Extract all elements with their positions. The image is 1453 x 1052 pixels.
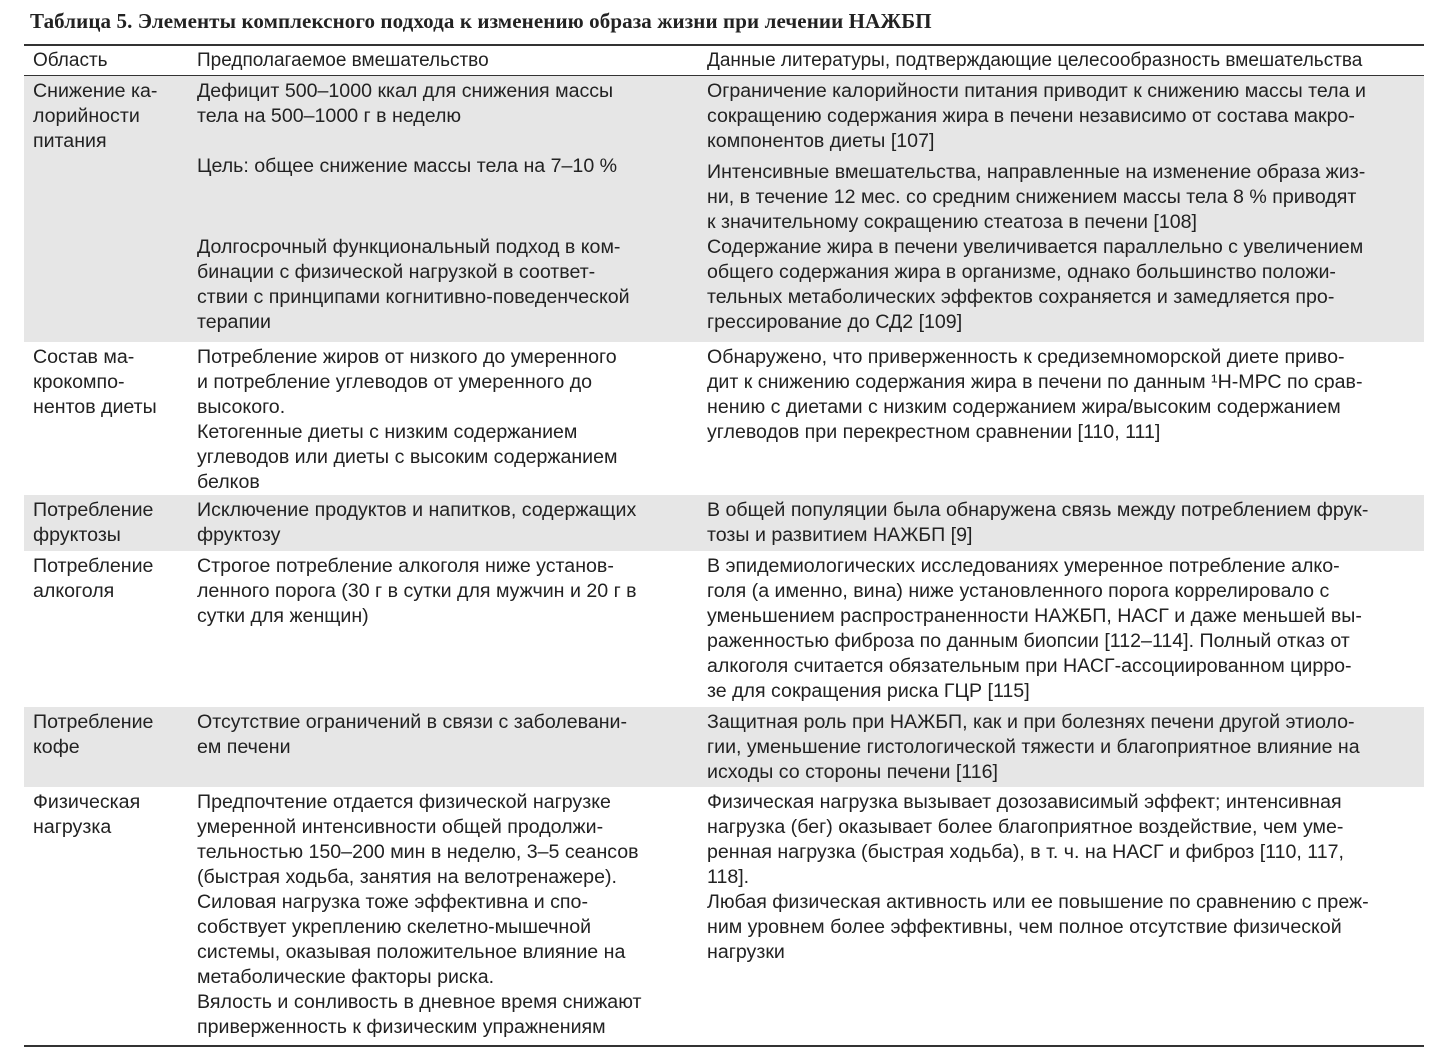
evidence-text: Любая физическая активность или ее повышение по сравнению с преж- ним уровнем более эффективны, чем полное отсутствие физической нагрузки bbox=[707, 891, 1369, 963]
intervention-text: Силовая нагрузка тоже эффективна и спо- собствует укреплению скелетно-мышечной системы, оказывая положительное влияние на метаболические факторы риска. bbox=[197, 891, 626, 988]
intervention-text: Долгосрочный функциональный подход в ком- бинации с физической нагрузкой в соответ- ствии с принципами когнитивно-поведенческой терапии bbox=[197, 236, 630, 333]
table-caption: Таблица 5. Элементы комплексного подхода к изменению образа жизни при лечении НАЖБП bbox=[30, 9, 932, 33]
evidence-cell: В эпидемиологических исследованиях умеренное потребление алко- голя (а именно, вина) ниже установленного порога коррелировало с уменьшением распространенности НАЖБП, НАСГ и даже меньшей вы- раженностью фиброза по данным биопсии [112–114]. Полный отказ от алкоголя считается обязательным при НАСГ-ассоциированном цирро- зе для сокращения риска ГЦР [115] bbox=[707, 555, 1362, 702]
header-area: Область bbox=[33, 50, 108, 71]
area-cell: Потребление фруктозы bbox=[33, 499, 154, 546]
intervention-cell bbox=[188, 342, 698, 495]
intervention-text: Кетогенные диеты с низким содержанием углеводов или диеты с высоким содержанием белков bbox=[197, 421, 618, 493]
intervention-cell: Исключение продуктов и напитков, содержащих фруктозу bbox=[197, 499, 637, 546]
area-cell: Потребление алкоголя bbox=[33, 555, 154, 602]
header-intervention: Предполагаемое вмешательство bbox=[197, 50, 489, 71]
intervention-text: Цель: общее снижение массы тела на 7–10 % bbox=[197, 155, 618, 177]
intervention-text: Потребление жиров от низкого до умеренного и потребление углеводов от умеренного до высокого. bbox=[197, 346, 617, 418]
header-evidence: Данные литературы, подтверждающие целесообразность вмешательства bbox=[707, 50, 1363, 71]
table-header-row bbox=[24, 46, 1424, 76]
area-cell: Снижение ка- лорийности питания bbox=[33, 80, 158, 152]
intervention-text: Вялость и сонливость в дневное время снижают приверженность к физическим упражнениям bbox=[197, 991, 642, 1038]
area-cell: Состав ма- крокомпо- нентов диеты bbox=[33, 346, 157, 418]
lifestyle-table bbox=[24, 44, 1424, 1047]
intervention-text: Предпочтение отдается физической нагрузке умеренной интенсивности общей продолжи- тельностью 150–200 мин в неделю, 3–5 сеансов (быстрая ходьба, занятия на велотренажере). bbox=[197, 791, 639, 888]
evidence-text: Содержание жира в печени увеличивается параллельно с увеличением общего содержания жира в организме, однако большинство положи- тельных метаболических эффектов сохраняется и замедляется про- грессирование до СД2 [109] bbox=[707, 236, 1364, 333]
evidence-cell: В общей популяции была обнаружена связь между потреблением фрук- тозы и развитием НАЖБП [9] bbox=[707, 499, 1369, 546]
evidence-cell: Защитная роль при НАЖБП, как и при болезнях печени другой этиоло- гии, уменьшение гистологической тяжести и благоприятное влияние на исходы со стороны печени [116] bbox=[707, 711, 1360, 783]
table-row bbox=[24, 707, 1424, 787]
evidence-text: Интенсивные вмешательства, направленные на изменение образа жиз- ни, в течение 12 мес. со средним снижением массы тела 8 % приводят к значительному сокращению стеатоза в печени [108] bbox=[707, 161, 1366, 233]
table-row bbox=[24, 551, 1424, 707]
evidence-text: Ограничение калорийности питания приводит к снижению массы тела и сокращению содержания жира в печени независимо от состава макро- компонентов диеты [107] bbox=[707, 80, 1366, 152]
table-row bbox=[24, 342, 1424, 495]
intervention-cell: Строгое потребление алкоголя ниже установ- ленного порога (30 г в сутки для мужчин и 20 г в сутки для женщин) bbox=[197, 555, 637, 627]
table-row bbox=[24, 787, 1424, 1045]
intervention-cell bbox=[188, 76, 698, 342]
area-cell: Физическая нагрузка bbox=[33, 791, 141, 838]
table-row bbox=[24, 76, 1424, 342]
evidence-cell: Обнаружено, что приверженность к средиземноморской диете приво- дит к снижению содержания жира в печени по данным ¹Н-МРС по срав- нению с диетами с низким содержанием жира/высоким содержанием углеводов при перекрестном сравнении [110, 111] bbox=[707, 346, 1363, 443]
evidence-text: Физическая нагрузка вызывает дозозависимый эффект; интенсивная нагрузка (бег) оказывает более благоприятное воздействие, чем уме- ренная нагрузка (быстрая ходьба), в т. ч. на НАСГ и фиброз [110, 117, 118]. bbox=[707, 791, 1344, 888]
intervention-cell: Отсутствие ограничений в связи с заболевани- ем печени bbox=[197, 711, 628, 758]
evidence-cell bbox=[698, 787, 1424, 1045]
intervention-text: Дефицит 500–1000 ккал для снижения массы тела на 500–1000 г в неделю bbox=[197, 80, 614, 127]
evidence-cell bbox=[698, 76, 1424, 342]
area-cell: Потребление кофе bbox=[33, 711, 154, 758]
intervention-cell bbox=[188, 787, 698, 1045]
table-row bbox=[24, 495, 1424, 551]
